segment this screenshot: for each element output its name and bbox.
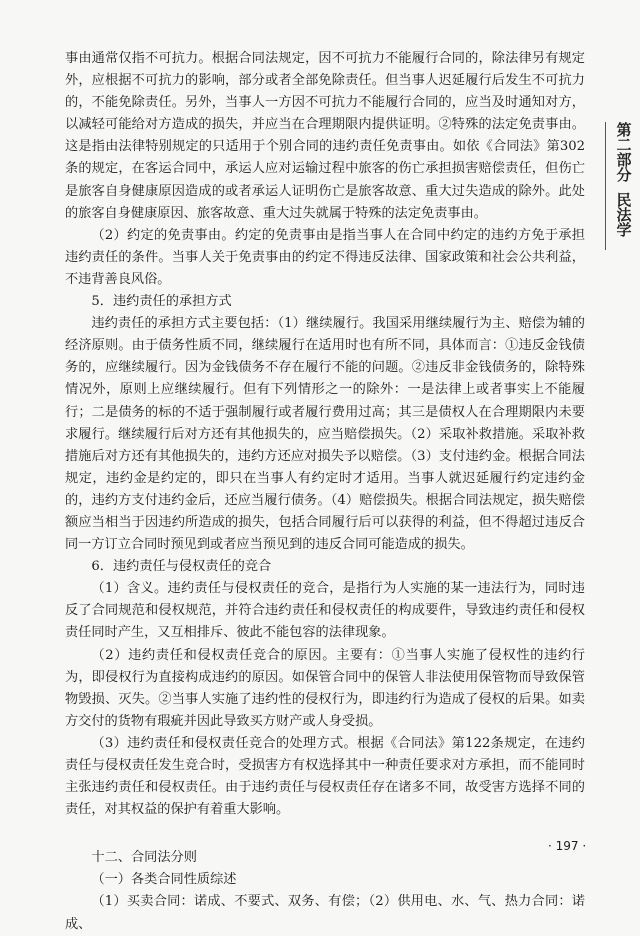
side-tab xyxy=(605,122,640,250)
section-heading-6: 6．违约责任与侵权责任的竞合 xyxy=(91,559,272,575)
paragraph-liability-forms: 违约责任的承担方式主要包括：（1）继续履行。我国采用继续履行为主、赔偿为辅的经济原则。由于债务性质不同，继续履行在适用时也有所不同，具体而言：①违反金钱债务的，应继续履行。因为金钱债务不存在履行不能的问题。②违反非金钱债务的，除特殊情况外，原则上应继续履行。但有下列情形之一的除外：一是法律上或者事实上不能履行；二是债务的标的不适于强制履行或者履行费用过高；其三是债权人在合理期限内未要求履行。继续履行后对方还有其他损失的，应当赔偿损失。（2）采取补救措施。采取补救措施后对方还有其他损失的，违约方还应对损失予以赔偿。（3）支付违约金。根据合同法规定，违约金是约定的，即只在当事人有约定时才适用。当事人就迟延履行约定违约金的，违约方支付违约金后，还应当履行债务。（4）赔偿损失。根据合同法规定，损失赔偿额应当相当于因违约所造成的损失，包括合同履行后可以获得的利益，但不得超过违反合同一方订立合同时预见到或者应当预见到的违反合同可能造成的损失。 xyxy=(65,316,585,553)
page-number: · 197 · xyxy=(548,839,587,853)
subsection-heading: （一）各类合同性质综述 xyxy=(91,872,237,888)
paragraph-agreed-exemption: （2）约定的免责事由。约定的免责事由是指当事人在合同中约定的违约方免于承担违约责任的条件。当事人关于免责事由的约定不得违反法律、国家政策和社会公共利益，不违背善良风俗。 xyxy=(65,227,585,287)
page-body xyxy=(65,48,585,936)
paragraph-concurrence-causes: （2）违约责任和侵权责任竞合的原因。主要有：①当事人实施了侵权性的违约行为，即侵权行为直接构成违约的原因。如保管合同中的保管人非法使用保管物而导致保管物毁损、灭失。②当事人实施了违约性的侵权行为，即违约行为造成了侵权的后果。如卖方交付的货物有瑕疵并因此导致买方财产或人身受损。 xyxy=(65,647,585,729)
chapter-heading: 十二、合同法分则 xyxy=(91,850,197,866)
section-heading-5: 5．违约责任的承担方式 xyxy=(91,294,232,310)
paragraph-concurrence-meaning: （1）含义。违约责任与侵权责任的竞合，是指行为人实施的某一违法行为，同时违反了合同规范和侵权规范，并符合违约责任和侵权责任的构成要件，导致违约责任和侵权责任同时产生，又互相排斥、彼此不能包容的法律现象。 xyxy=(65,581,585,641)
paragraph-concurrence-handling: （3）违约责任和侵权责任竞合的处理方式。根据《合同法》第122条规定，在违约责任与侵权责任发生竞合时，受损害方有权选择其中一种责任要求对方承担，而不能同时主张违约责任和侵权责任。由于违约责任与侵权责任存在诸多不同，故受害方选择不同的责任，对其权益的保护有着重大影响。 xyxy=(65,735,585,818)
paragraph-contract-types: （1）买卖合同：诺成、不要式、双务、有偿；（2）供用电、水、气、热力合同：诺成、 xyxy=(65,894,585,932)
paragraph-exemption-cont: 事由通常仅指不可抗力。根据合同法规定，因不可抗力不能履行合同的，除法律另有规定外，应根据不可抗力的影响，部分或者全部免除责任。但当事人迟延履行后发生不可抗力的，不能免除责任。另外，当事人一方因不可抗力不能履行合同的，应当及时通知对方，以减轻可能给对方造成的损失，并应当在合理期限内提供证明。②特殊的法定免责事由。这是指由法律特别规定的只适用于个别合同的违约责任免责事由。如依《合同法》第302条的规定，在客运合同中，承运人应对运输过程中旅客的伤亡承担损害赔偿责任，但伤亡是旅客自身健康原因造成的或者承运人证明伤亡是旅客故意、重大过失造成的除外。此处的旅客自身健康原因、旅客故意、重大过失就属于特殊的法定免责事由。 xyxy=(65,51,585,221)
side-tab-subject: 民法学 xyxy=(614,192,633,237)
side-tab-part: 第二部分 xyxy=(614,122,633,182)
